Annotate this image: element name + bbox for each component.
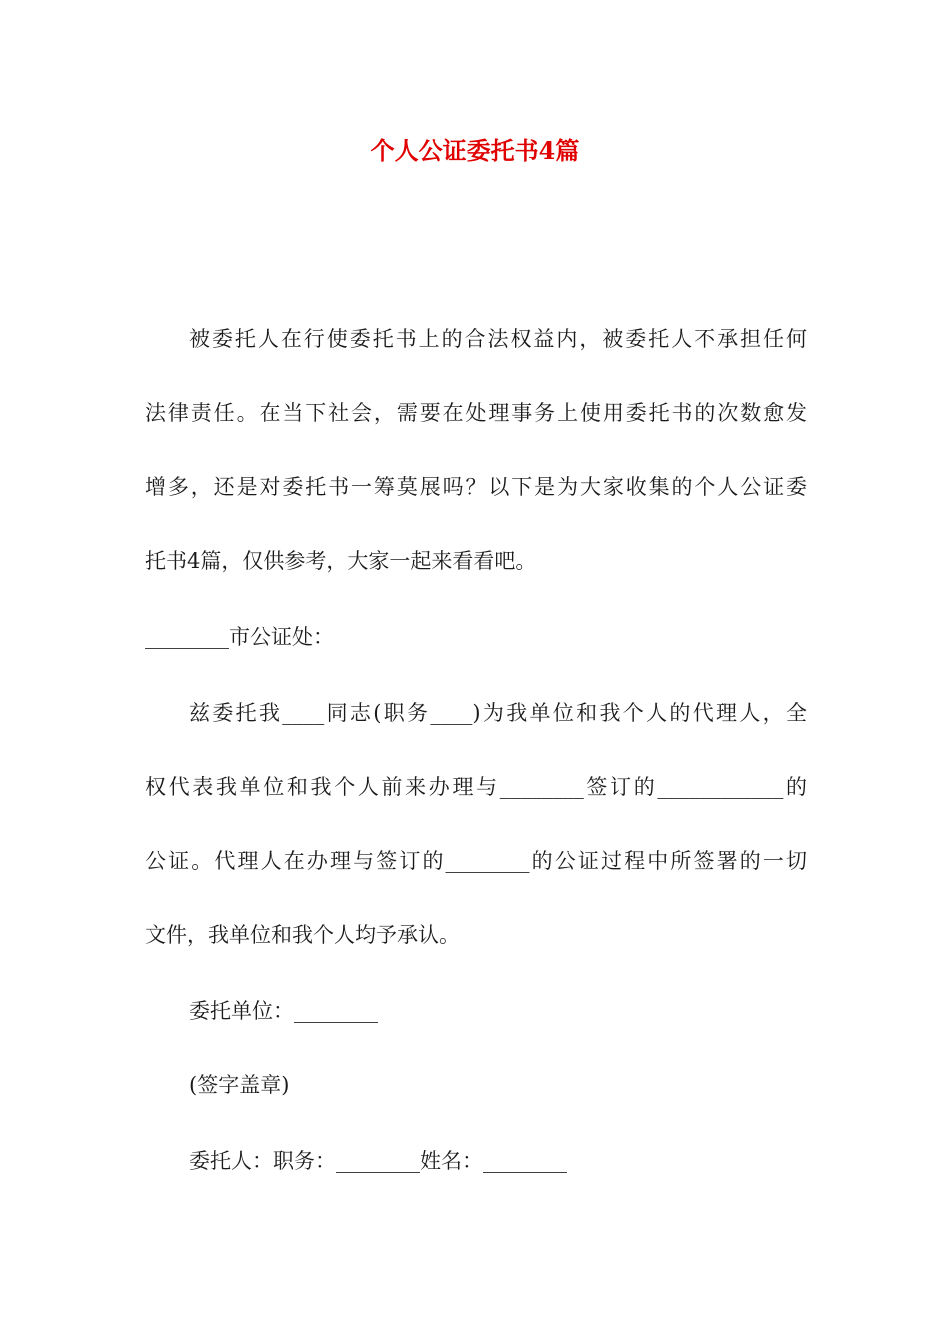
- signature-seal-line: (签字盖章): [189, 1073, 290, 1097]
- paragraph-line: 公证。代理人在办理与签订的________的公证过程中所签署的一切: [145, 849, 807, 873]
- entrustor-line: 委托人：职务：________姓名：________: [189, 1149, 567, 1173]
- paragraph-line: 被委托人在行使委托书上的合法权益内，被委托人不承担任何: [189, 327, 807, 351]
- paragraph-line: 文件，我单位和我个人均予承认。: [145, 923, 460, 947]
- paragraph-line: 托书4篇，仅供参考，大家一起来看看吧。: [145, 549, 537, 573]
- document-title: 个人公证委托书4篇: [370, 136, 580, 165]
- paragraph-line: 兹委托我____同志(职务____)为我单位和我个人的代理人，全: [189, 701, 807, 725]
- addressee-line: ________市公证处：: [145, 625, 334, 649]
- entrusting-unit-line: 委托单位：________: [189, 999, 378, 1023]
- paragraph-line: 权代表我单位和我个人前来办理与________签订的____________的: [145, 775, 807, 799]
- paragraph-line: 增多，还是对委托书一筹莫展吗？以下是为大家收集的个人公证委: [145, 475, 807, 499]
- paragraph-line: 法律责任。在当下社会，需要在处理事务上使用委托书的次数愈发: [145, 401, 807, 425]
